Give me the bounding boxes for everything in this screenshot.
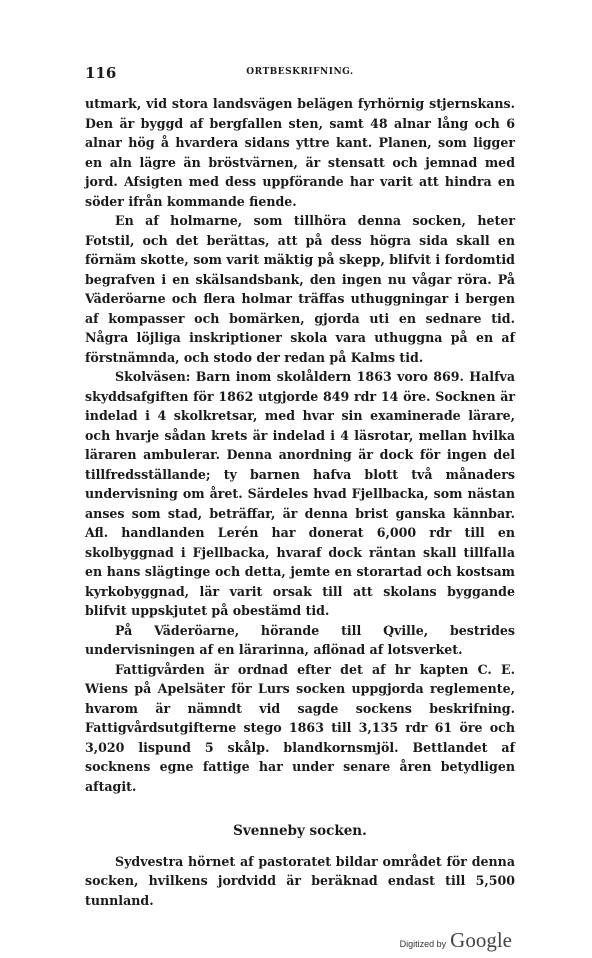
- paragraph-2: En af holmarne, som tillhöra denna socken, heter Fotstil, och det berättas, att på dess högra sida skall en förnäm skotte, som varit mäktig på skepp, blifvit i fordomtid begrafven i en skälsandsbank, den ingen nu vågar röra. På Väderöarne och flera holmar träffas uthuggningar i bergen af kompasser och bomärken, gjorda uti en sednare tid. Några löjliga inskriptioner skola vara uthuggna på en af förstnämnda, och stodo der redan på Kalms tid.: [85, 213, 515, 365]
- section-paragraph: Sydvestra hörnet af pastoratet bildar området för denna socken, hvilkens jordvidd är beräknad endast till 5,500 tunnland.: [85, 853, 515, 908]
- digitized-footer: [400, 928, 512, 953]
- body-text: [85, 94, 515, 910]
- paragraph-1: utmark, vid stora landsvägen belägen fyrhörnig stjernskans. Den är byggd af bergfallen sten, samt 48 alnar lång och 6 alnar hög å hvardera sidans yttre kant. Planen, som ligger en aln lägre än bröstvärnen, är stensatt och jemnad med jord. Afsigten med dess uppförande har varit att hindra en söder ifrån kommande fiende.: [85, 96, 515, 209]
- page-number: 116: [85, 64, 117, 82]
- google-logo: Google: [450, 928, 512, 952]
- digitized-by-label: Digitized by: [399, 939, 447, 949]
- paragraph-4: På Väderöarne, hörande till Qville, bestrides undervisningen af en lärarinna, aflönad af lotsverket.: [85, 622, 515, 657]
- page-header: [85, 64, 515, 84]
- section-title: Svenneby socken.: [233, 823, 367, 839]
- paragraph-5: Fattigvården är ordnad efter det af hr kapten C. E. Wiens på Apelsäter för Lurs socken uppgjorda reglemente, hvarom är nämndt vid sagde sockens beskrifning. Fattigvårdsutgifterne stego 1863 till 3,135 rdr 61 öre och 3,020 lispund 5 skålp. blandkornsmjöl. Bettlandet af socknens egne fattige har under senare åren betydligen aftagit.: [85, 661, 515, 794]
- running-head: ORTBESKRIFNING.: [246, 67, 354, 77]
- paragraph-3: Skolväsen: Barn inom skolåldern 1863 voro 869. Halfva skyddsafgiften för 1862 utgjorde 849 rdr 14 öre. Socknen är indelad i 4 skolkretsar, med hvar sin examinerade lärare, och hvarje sådan krets är indelad i 4 läsrotar, mellan hvilka läraren ambulerar. Denna anordning är dock för ingen del tillfredsställande; ty barnen hafva blott två månaders undervisning om året. Särdeles hvad Fjellbacka, som nästan anses som stad, beträffar, är denna brist ganska kännbar. Afl. handlanden Lerén har donerat 6,000 rdr till en skolbyggnad i Fjellbacka, hvaraf dock räntan skall tillfalla en hans slägtinge och detta, jemte en storartad och kostsam kyrkobyggnad, lär varit orsak till att skolans byggande blifvit uppskjutet på obestämd tid.: [85, 369, 515, 618]
